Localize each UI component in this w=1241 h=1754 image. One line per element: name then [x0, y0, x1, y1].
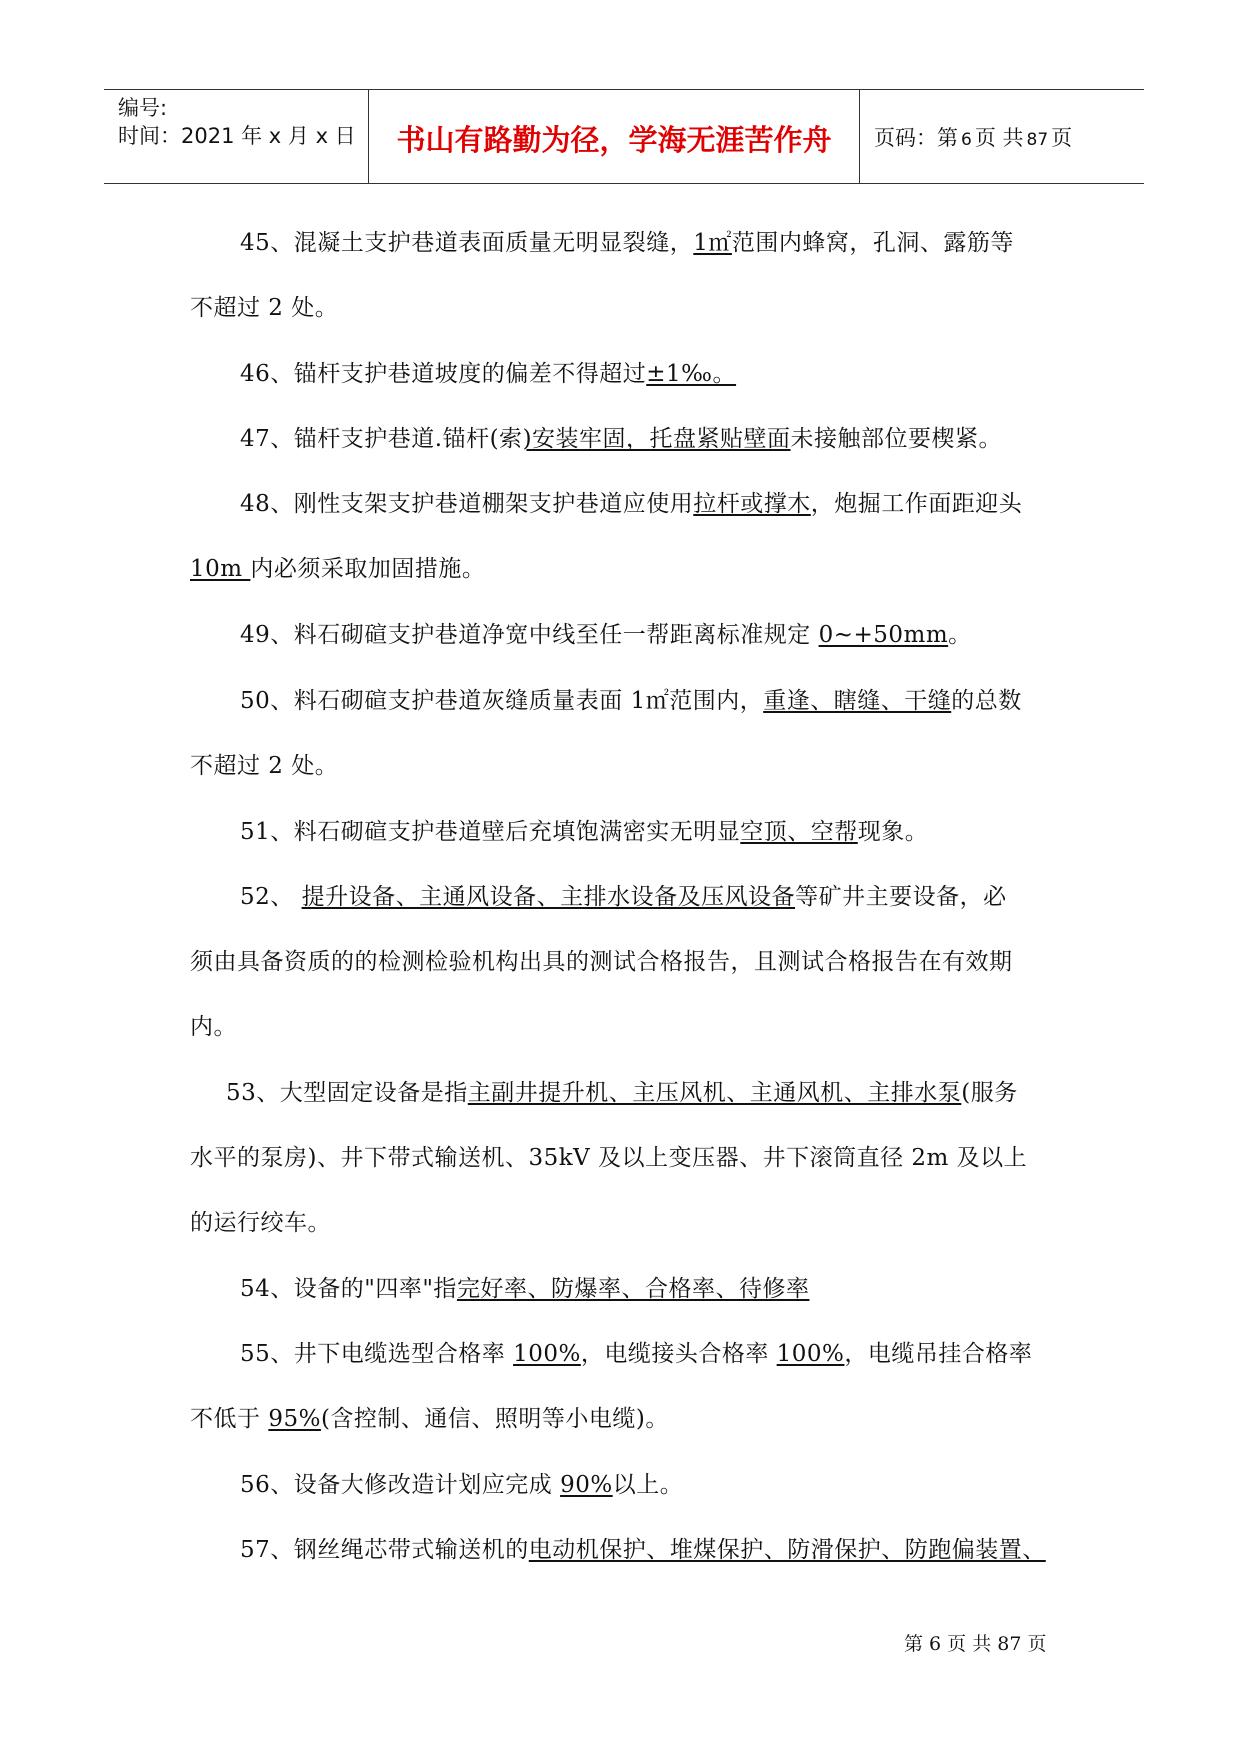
text-line: [190, 1008, 1060, 1041]
text-run: 56、设备大修改造计划应完成: [240, 1472, 561, 1498]
text-run: 现象。: [857, 819, 929, 845]
underlined-answer: 100%: [513, 1341, 581, 1367]
page-header: [104, 89, 1144, 184]
text-line: [190, 747, 1060, 780]
text-line: [190, 1531, 1110, 1564]
header-page-cell: [860, 90, 1144, 183]
text-run: 内必须采取加固措施。: [250, 556, 486, 582]
underlined-answer: 0~+50mm: [818, 622, 949, 648]
underlined-answer: )安装牢固，托盘紧贴壁面: [522, 426, 791, 452]
underlined-answer: 提升设备、主通风设备、主排水设备及压风设备: [301, 884, 796, 910]
text-run: 53、大型固定设备是指: [226, 1080, 468, 1106]
text-run: 51、料石砌碹支护巷道壁后充填饱满密实无明显: [240, 819, 741, 845]
text-run: 未接触部位要楔紧。: [790, 426, 1003, 452]
text-run: 47、锚杆支护巷道.锚杆(索: [240, 426, 523, 452]
header-page-info: [874, 122, 1072, 152]
text-line: [190, 1335, 1110, 1368]
underlined-answer: 100%: [776, 1341, 845, 1367]
text-line: [190, 1270, 1110, 1303]
text-run: 须由具备资质的的检测检验机构出具的测试合格报告，且测试合格报告在有效期: [190, 949, 1013, 975]
text-line: [190, 1400, 1060, 1433]
text-run: 不超过 2 处。: [190, 753, 339, 779]
text-line: [190, 1139, 1060, 1172]
header-motto: 书山有路勤为径，学海无涯苦作舟: [396, 123, 832, 157]
underlined-answer: 主副井提升机、主压风机、主通风机、主排水泵: [467, 1080, 962, 1106]
text-run: ，电缆吊挂合格率: [844, 1341, 1033, 1367]
text-line: [190, 943, 1060, 976]
text-run: 等矿井主要设备，必: [795, 884, 1007, 910]
text-line: [190, 289, 1060, 322]
header-info-cell: [104, 90, 369, 183]
underlined-answer: 空顶、空帮: [740, 819, 858, 845]
text-run: 水平的泵房)、井下带式输送机、35kV 及以上变压器、井下滚筒直径 2m 及以上: [190, 1145, 1028, 1171]
text-line: [190, 616, 1110, 649]
text-run: 52、: [240, 884, 302, 910]
page-number: 6: [961, 130, 972, 150]
underlined-answer: 1㎡: [693, 230, 732, 256]
underlined-answer: 10m: [190, 556, 251, 582]
text-run: 不超过 2 处。: [190, 295, 339, 321]
text-run: 。: [948, 622, 972, 648]
text-run: ，电缆接头合格率: [580, 1341, 777, 1367]
underlined-answer: ±1‰。: [646, 361, 737, 387]
underlined-answer: 完好率、防爆率、合格率、待修率: [456, 1276, 810, 1302]
text-line: [190, 420, 1110, 453]
text-line: [190, 878, 1110, 911]
text-run: 的运行绞车。: [190, 1210, 331, 1236]
text-run: 46、锚杆支护巷道坡度的偏差不得超过: [240, 361, 647, 387]
page-footer: 第 6 页 共 87 页: [904, 1633, 1047, 1655]
page-total: 87: [1026, 130, 1049, 150]
text-run: 范围内蜂窝，孔洞、露筋等: [731, 230, 1014, 256]
page-suffix: 页: [1051, 126, 1073, 150]
underlined-answer: 拉杆或撑木: [693, 491, 811, 517]
text-run: 以上。: [612, 1472, 684, 1498]
text-run: 50、料石砌碹支护巷道灰缝质量表面 1㎡范围内，: [240, 688, 764, 714]
text-line: [190, 1204, 1060, 1237]
text-run: 的总数: [951, 688, 1022, 714]
text-run: 49、料石砌碹支护巷道净宽中线至任一帮距离标准规定: [240, 622, 819, 648]
page-prefix: 页码：第: [874, 126, 958, 150]
text-line: [190, 355, 1110, 388]
underlined-answer: 重逢、瞎缝、干缝: [763, 688, 952, 714]
text-run: 不低于: [190, 1406, 269, 1432]
document-time-label: 时间：2021 年 x 月 x 日: [118, 124, 356, 148]
text-run: 48、刚性支架支护巷道棚架支护巷道应使用: [240, 491, 694, 517]
text-line: [190, 1466, 1110, 1499]
text-run: (含控制、通信、照明等小电缆)。: [320, 1406, 669, 1432]
text-run: 54、设备的"四率"指: [240, 1276, 457, 1302]
text-line: [190, 550, 1060, 583]
text-run: 55、井下电缆选型合格率: [240, 1341, 514, 1367]
page-mid: 页 共: [974, 126, 1024, 150]
text-run: 内。: [190, 1014, 237, 1040]
text-line: [190, 1074, 1096, 1107]
text-run: 57、钢丝绳芯带式输送机的: [240, 1537, 529, 1563]
text-line: [190, 224, 1110, 257]
underlined-answer: 90%: [560, 1472, 613, 1498]
text-line: [190, 485, 1110, 518]
text-run: (服务: [961, 1080, 1018, 1106]
document-number-label: 编号:: [118, 96, 168, 120]
underlined-answer: 95%: [268, 1406, 321, 1432]
underlined-answer: 电动机保护、堆煤保护、防滑保护、防跑偏装置、: [528, 1537, 1046, 1563]
header-motto-cell: [369, 90, 860, 183]
text-line: [190, 682, 1110, 715]
text-run: ，炮掘工作面距迎头: [810, 491, 1023, 517]
text-run: 45、混凝土支护巷道表面质量无明显裂缝，: [240, 230, 694, 256]
text-line: [190, 813, 1110, 846]
